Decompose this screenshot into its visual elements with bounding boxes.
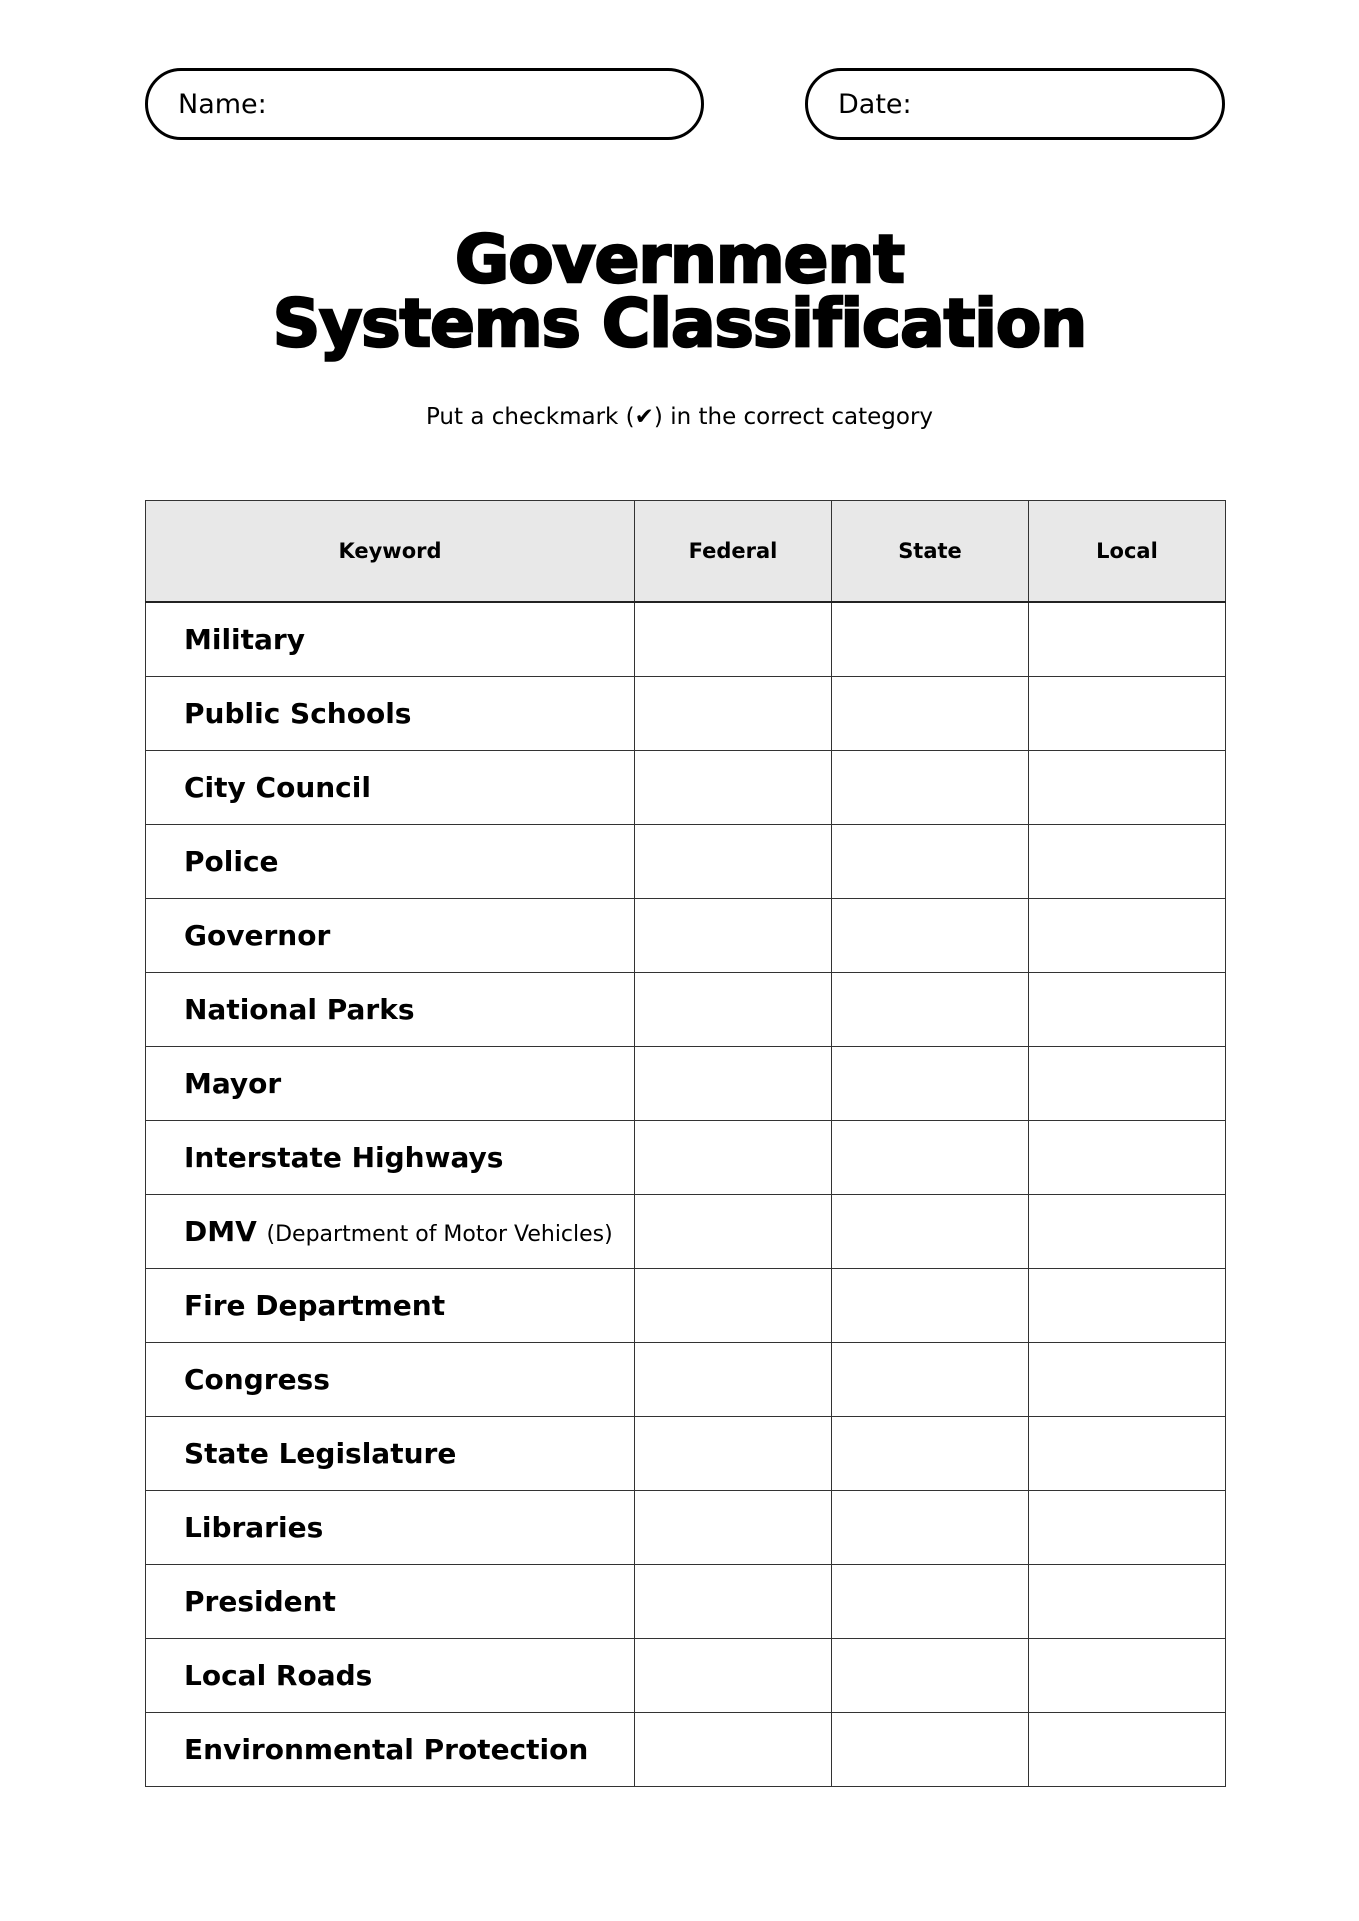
- title-line-1: Government: [455, 221, 904, 298]
- page-title: [0, 221, 1359, 362]
- keyword-label: President: [184, 1585, 336, 1618]
- checkbox-cell-state[interactable]: [832, 1565, 1029, 1639]
- keyword-label: Public Schools: [184, 697, 412, 730]
- checkbox-cell-federal[interactable]: [635, 1713, 832, 1787]
- keyword-label: Mayor: [184, 1067, 282, 1100]
- name-label: Name:: [178, 88, 267, 120]
- checkbox-cell-local[interactable]: [1029, 1565, 1226, 1639]
- checkbox-cell-state[interactable]: [832, 677, 1029, 751]
- keyword-label: Local Roads: [184, 1659, 373, 1692]
- keyword-cell: [146, 602, 635, 677]
- checkbox-cell-state[interactable]: [832, 751, 1029, 825]
- table-row: [146, 1491, 1226, 1565]
- checkbox-cell-local[interactable]: [1029, 1639, 1226, 1713]
- checkbox-cell-federal[interactable]: [635, 1269, 832, 1343]
- keyword-cell: [146, 1565, 635, 1639]
- checkbox-cell-state[interactable]: [832, 1639, 1029, 1713]
- checkbox-cell-state[interactable]: [832, 1491, 1029, 1565]
- checkbox-cell-state[interactable]: [832, 1343, 1029, 1417]
- checkbox-cell-local[interactable]: [1029, 825, 1226, 899]
- table-row: [146, 1121, 1226, 1195]
- keyword-cell: [146, 677, 635, 751]
- keyword-label: Police: [184, 845, 279, 878]
- checkbox-cell-federal[interactable]: [635, 751, 832, 825]
- checkbox-cell-local[interactable]: [1029, 1343, 1226, 1417]
- checkbox-cell-federal[interactable]: [635, 1121, 832, 1195]
- checkbox-cell-federal[interactable]: [635, 899, 832, 973]
- checkbox-cell-federal[interactable]: [635, 1047, 832, 1121]
- checkbox-cell-local[interactable]: [1029, 1195, 1226, 1269]
- checkbox-cell-state[interactable]: [832, 1417, 1029, 1491]
- instructions-text: Put a checkmark (✔) in the correct category: [425, 404, 934, 430]
- checkbox-cell-federal[interactable]: [635, 1417, 832, 1491]
- table-row: [146, 973, 1226, 1047]
- checkbox-cell-local[interactable]: [1029, 751, 1226, 825]
- table-row: [146, 1417, 1226, 1491]
- keyword-label: Governor: [184, 919, 331, 952]
- table-row: [146, 1639, 1226, 1713]
- checkbox-cell-local[interactable]: [1029, 1121, 1226, 1195]
- table-row: [146, 825, 1226, 899]
- checkbox-cell-local[interactable]: [1029, 677, 1226, 751]
- table-row: [146, 1195, 1226, 1269]
- classification-table: [145, 500, 1226, 1787]
- checkbox-cell-state[interactable]: [832, 1047, 1029, 1121]
- checkbox-cell-local[interactable]: [1029, 602, 1226, 677]
- table-row: [146, 1269, 1226, 1343]
- checkbox-cell-federal[interactable]: [635, 825, 832, 899]
- table-row: [146, 751, 1226, 825]
- keyword-cell: [146, 1195, 635, 1269]
- keyword-label: State Legislature: [184, 1437, 457, 1470]
- checkbox-cell-state[interactable]: [832, 1195, 1029, 1269]
- date-label: Date:: [838, 88, 912, 120]
- keyword-cell: [146, 1417, 635, 1491]
- table-row: [146, 602, 1226, 677]
- column-header-state: State: [832, 501, 1029, 603]
- column-header-federal: Federal: [635, 501, 832, 603]
- keyword-cell: [146, 899, 635, 973]
- checkbox-cell-state[interactable]: [832, 899, 1029, 973]
- table-row: [146, 1565, 1226, 1639]
- keyword-cell: [146, 973, 635, 1047]
- checkbox-cell-federal[interactable]: [635, 1491, 832, 1565]
- checkbox-cell-state[interactable]: [832, 1269, 1029, 1343]
- checkbox-cell-federal[interactable]: [635, 1195, 832, 1269]
- checkbox-cell-local[interactable]: [1029, 973, 1226, 1047]
- checkbox-cell-local[interactable]: [1029, 1713, 1226, 1787]
- checkbox-cell-local[interactable]: [1029, 1491, 1226, 1565]
- keyword-label: Interstate Highways: [184, 1141, 504, 1174]
- keyword-label: Environmental Protection: [184, 1733, 589, 1766]
- title-line-2: Systems Classification: [272, 285, 1087, 362]
- column-header-local: Local: [1029, 501, 1226, 603]
- table-row: [146, 1713, 1226, 1787]
- keyword-label: Libraries: [184, 1511, 324, 1544]
- checkbox-cell-federal[interactable]: [635, 973, 832, 1047]
- checkbox-cell-state[interactable]: [832, 825, 1029, 899]
- keyword-cell: [146, 825, 635, 899]
- table-row: [146, 899, 1226, 973]
- checkbox-cell-state[interactable]: [832, 602, 1029, 677]
- keyword-label: City Council: [184, 771, 371, 804]
- table-body: [146, 602, 1226, 1787]
- checkbox-cell-federal[interactable]: [635, 1565, 832, 1639]
- checkbox-cell-local[interactable]: [1029, 899, 1226, 973]
- keyword-cell: [146, 1639, 635, 1713]
- keyword-label: Congress: [184, 1363, 330, 1396]
- checkbox-cell-state[interactable]: [832, 1713, 1029, 1787]
- name-field[interactable]: [145, 68, 704, 140]
- keyword-label: National Parks: [184, 993, 415, 1026]
- keyword-cell: [146, 1047, 635, 1121]
- keyword-label: Military: [184, 623, 305, 656]
- column-header-keyword: Keyword: [146, 501, 635, 603]
- checkbox-cell-federal[interactable]: [635, 1639, 832, 1713]
- keyword-label: Fire Department: [184, 1289, 446, 1322]
- checkbox-cell-state[interactable]: [832, 1121, 1029, 1195]
- table-row: [146, 677, 1226, 751]
- table-row: [146, 1343, 1226, 1417]
- checkbox-cell-federal[interactable]: [635, 677, 832, 751]
- checkbox-cell-local[interactable]: [1029, 1047, 1226, 1121]
- checkbox-cell-local[interactable]: [1029, 1417, 1226, 1491]
- date-field[interactable]: [805, 68, 1225, 140]
- checkbox-cell-federal[interactable]: [635, 1343, 832, 1417]
- keyword-cell: [146, 1491, 635, 1565]
- table-row: [146, 1047, 1226, 1121]
- keyword-cell: [146, 1713, 635, 1787]
- keyword-cell: [146, 1343, 635, 1417]
- checkbox-cell-federal[interactable]: [635, 602, 832, 677]
- keyword-cell: [146, 1121, 635, 1195]
- keyword-note: (Department of Motor Vehicles): [266, 1222, 613, 1247]
- checkbox-cell-state[interactable]: [832, 973, 1029, 1047]
- keyword-label: DMV: [184, 1215, 257, 1248]
- checkbox-cell-local[interactable]: [1029, 1269, 1226, 1343]
- keyword-cell: [146, 751, 635, 825]
- table-header-row: [146, 501, 1226, 603]
- keyword-cell: [146, 1269, 635, 1343]
